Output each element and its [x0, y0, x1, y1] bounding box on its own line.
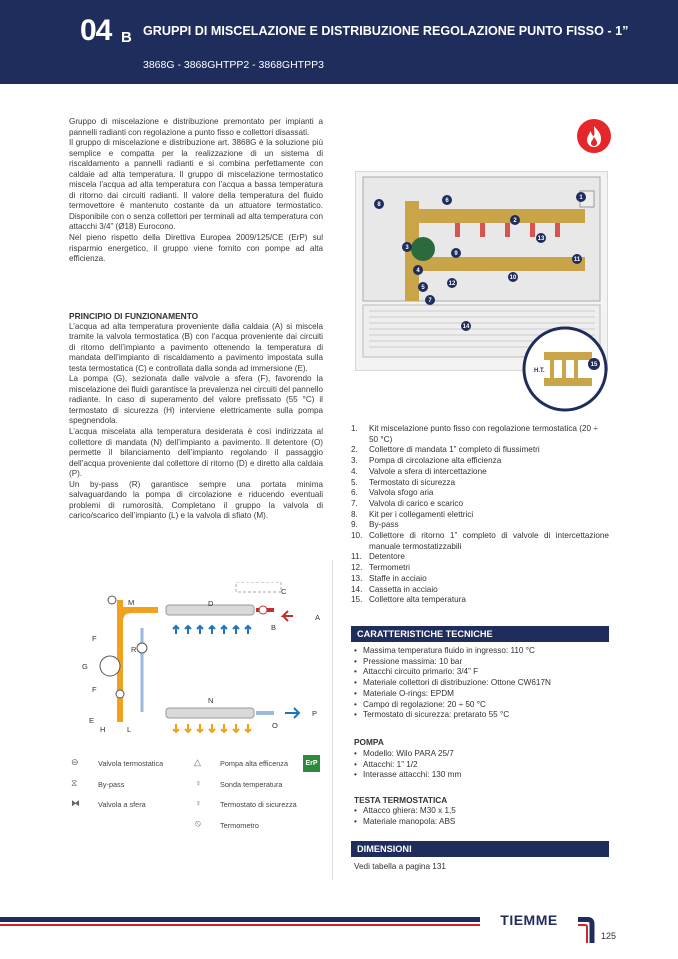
- pump-photo: [411, 237, 435, 261]
- label-n: N: [208, 696, 214, 705]
- principle-paragraph: Un by-pass (R) garantisce sempre una portata minima salvaguardando la pompa di circolazione e riducendo eventuali problemi di rumorosità. Completano il gruppo la valvola di carico/scarico dell’impianto (L) e la valvola di sfiato (M).: [69, 479, 323, 521]
- photo-callout-8: 8: [377, 202, 381, 208]
- principle-paragraph: L’acqua ad alta temperatura proveniente dalla caldaia (A) si miscela tramite la valvola termostatica (B) con l’acqua proveniente dai circuiti di ritorno dell’impianto a pavimento ottenendo la temperatura di mandata dell’impianto di riscaldamento a pavimento impostata sulla testa termostatica (C) e controllata dalla sonda ad immersione (E).: [69, 321, 323, 373]
- dimensions-note: Vedi tabella a pagina 131: [354, 862, 446, 871]
- label-d: D: [208, 599, 214, 608]
- supply-manifold: [415, 209, 585, 223]
- ball-valve-icon: ⧓: [71, 798, 80, 808]
- pump-heading: POMPA: [354, 737, 384, 747]
- label-o: O: [272, 721, 278, 730]
- intro-paragraph: Gruppo di miscelazione e distribuzione premontato per impianti a pannelli radianti con regolazione a punto fisso e collettori disassati.: [69, 117, 323, 137]
- photo-callout-6: 6: [445, 198, 449, 204]
- brand-logo: TIEMME: [480, 911, 578, 927]
- label-r: R: [131, 645, 137, 654]
- label-c: C: [281, 587, 287, 596]
- list-item: • Pressione massima: 10 bar: [354, 657, 551, 668]
- legend-label: Sonda temperatura: [220, 780, 283, 789]
- page-number: 125: [601, 931, 617, 941]
- flame-icon: [577, 119, 611, 153]
- photo-callout-12: 12: [448, 281, 456, 287]
- label-f-top: F: [92, 634, 97, 643]
- thermostatic-head-heading: TESTA TERMOSTATICA: [354, 795, 448, 805]
- section-number: 04: [80, 14, 112, 47]
- dashed-loop: [236, 582, 281, 592]
- legend-label: Valvola termostatica: [98, 759, 164, 768]
- pump-symbol: [100, 656, 120, 676]
- list-item: 8. Kit per i collegamenti elettrici: [351, 509, 474, 519]
- page-title: GRUPPI DI MISCELAZIONE E DISTRIBUZIONE REGOLAZIONE PUNTO FISSO - 1”: [143, 24, 629, 38]
- label-e: E: [89, 716, 95, 725]
- footer-corner: [578, 917, 598, 943]
- list-item: 12. Termometri: [351, 563, 410, 573]
- intro-text: [69, 117, 323, 265]
- bypass-symbol: [137, 643, 147, 653]
- tech-specs-header: CARATTERISTICHE TECNICHE: [351, 626, 609, 642]
- list-item: • Attacchi circuito primario: 3/4” F: [354, 667, 551, 678]
- up-arrows: [173, 626, 251, 634]
- legend-label: By-pass: [98, 780, 125, 789]
- legend-label: Termometro: [220, 821, 259, 830]
- list-item: • Materiale O-rings: EPDM: [354, 689, 551, 700]
- label-h: H: [100, 725, 106, 734]
- photo-callout-13: 13: [537, 236, 545, 242]
- thermometer-icon: ⦸: [195, 818, 201, 828]
- pump-list: [354, 749, 461, 781]
- photo-callout-11: 11: [573, 257, 581, 263]
- list-item: • Attacco ghiera: M30 x 1,5: [354, 806, 456, 817]
- list-item: • Materiale collettori di distribuzione: Ottone CW617N: [354, 678, 551, 689]
- photo-callout-10: 10: [509, 275, 517, 281]
- erp-badge: ErP: [303, 755, 320, 772]
- list-item: 4. Valvole a sfera di intercettazione: [351, 466, 487, 476]
- list-item: • Attacchi: 1” 1/2: [354, 760, 461, 771]
- list-item: 10. Collettore di ritorno 1” completo di valvole di intercettazione manuale termostatizzabili: [351, 531, 609, 551]
- component-list: [351, 424, 609, 606]
- temperature-probe-icon: ♀: [195, 778, 202, 788]
- list-item: 13. Staffe in acciaio: [351, 573, 427, 583]
- list-item: 5. Termostato di sicurezza: [351, 477, 455, 487]
- list-item: 11. Detentore: [351, 552, 405, 562]
- inlet-arrow: [283, 611, 293, 621]
- photo-callout-14: 14: [462, 324, 470, 330]
- principle-heading: PRINCIPIO DI FUNZIONAMENTO: [69, 311, 199, 321]
- principle-text: [69, 311, 323, 522]
- list-item: 7. Valvola di carico e scarico: [351, 498, 464, 508]
- thermostatic-head-list: [354, 806, 456, 827]
- photo-callout-2: 2: [513, 218, 517, 224]
- pump-icon: △: [194, 757, 201, 767]
- page-header: [0, 0, 678, 84]
- high-temperature-icon: [577, 119, 611, 153]
- list-item: 6. Valvola sfogo aria: [351, 488, 434, 498]
- intro-paragraph: Il gruppo di miscelazione e distribuzione art. 3868G è la soluzione più semplice e compatta per la realizzazione di un sistema di riscaldamento a pannelli radianti e si combina perfettamente con caldaie ad alta temperatura. Il gruppo di miscelazione termostatico miscela l’acqua ad alta temperatura con l’acqua a bassa temperatura di ritorno dai circuiti radianti. Il valore della temperatura del fluido termovettore è mantenuto costante da un attuatore termostatico. Disponibile con o senza collettori per terminali ad alta temperatura con attacchi 3/4” (Ø18) Eurocono.: [69, 138, 323, 232]
- label-l: L: [127, 725, 132, 734]
- section-letter: B: [121, 29, 132, 46]
- label-f-bottom: F: [92, 685, 97, 694]
- label-g: G: [82, 662, 88, 671]
- photo-callout-5: 5: [421, 285, 425, 291]
- safety-thermostat-icon: ♀: [195, 798, 202, 808]
- list-item: • Materiale manopola: ABS: [354, 817, 456, 828]
- thermometer-symbol: [116, 690, 124, 698]
- photo-callout-1: 1: [579, 195, 583, 201]
- hydraulic-diagram: [78, 582, 328, 747]
- bypass-icon: ⧖: [71, 778, 78, 788]
- list-item: 9. By-pass: [351, 520, 399, 530]
- list-item: 1. Kit miscelazione punto fisso con regolazione termostatica (20 ÷ 50 °C): [351, 424, 598, 444]
- list-item: • Massima temperatura fluido in ingresso: 110 °C: [354, 646, 551, 657]
- list-item: • Modello: Wilo PARA 25/7: [354, 749, 461, 760]
- list-item: • Campo di regolazione: 20 ÷ 50 °C: [354, 700, 551, 711]
- legend-label: Pompa alta efficenza: [220, 759, 289, 768]
- thermostatic-valve-icon: ⊖: [71, 757, 79, 767]
- list-item: 15. Collettore alta temperatura: [351, 595, 466, 605]
- thermostatic-valve-symbol: [259, 606, 267, 614]
- list-item: • Interasse attacchi: 130 mm: [354, 770, 461, 781]
- zoom-detail: [522, 326, 608, 412]
- air-vent-symbol: [108, 596, 116, 604]
- intro-paragraph: Nel pieno rispetto della Direttiva Europea 2009/125/CE (ErP) sul risparmio energetico, il gruppo viene fornito con pompe ad alta efficienza.: [69, 233, 323, 264]
- ht-label: H.T.: [534, 368, 545, 374]
- product-codes: 3868G - 3868GHTPP2 - 3868GHTPP3: [143, 59, 324, 71]
- dimensions-header: DIMENSIONI: [351, 841, 609, 857]
- column-divider: [332, 560, 333, 880]
- principle-paragraph: La pompa (G), sezionata dalle valvole a sfera (F), favorendo la miscelazione dei fluidi garantisce la prevalenza nei circuiti del pannello radiante. In caso di superamento del valore prefissato (55 °C) il termostato di sicurezza (H) interviene elettricamente sulla pompa spegnendola.: [69, 374, 323, 426]
- photo-callout-3: 3: [405, 245, 409, 251]
- photo-callout-7: 7: [428, 298, 432, 304]
- label-a: A: [315, 613, 321, 622]
- tech-specs-list: [354, 646, 551, 721]
- outlet-arrow: [285, 708, 299, 718]
- photo-callout-4: 4: [416, 268, 420, 274]
- principle-paragraph: L’acqua miscelata alla temperatura desiderata è così indirizzata al collettore di mandata (N) dell’impianto a pavimento. Il detentore (O) permette il bilanciamento dell’impianto regolando il passaggio dell’acqua proveniente dal collettore di ritorno (D) e diretto alla caldaia (P).: [69, 427, 323, 479]
- return-manifold: [415, 257, 585, 271]
- list-item: 3. Pompa di circolazione alta efficienza: [351, 456, 502, 466]
- supply-manifold-n: [166, 708, 254, 718]
- photo-callout-9: 9: [454, 251, 458, 257]
- label-m: M: [128, 598, 135, 607]
- list-item: 2. Collettore di mandata 1” completo di flussimetri: [351, 445, 540, 455]
- label-p: P: [312, 709, 318, 718]
- list-item: 14. Cassetta in acciaio: [351, 584, 438, 594]
- down-arrows: [173, 724, 251, 732]
- label-b: B: [271, 623, 277, 632]
- zoom-callout-15: 15: [590, 362, 598, 368]
- legend-label: Valvola a sfera: [98, 800, 146, 809]
- list-item: • Termostato di sicurezza: pretarato 55 °C: [354, 710, 551, 721]
- legend-label: Termostato di sicurezza: [220, 800, 297, 809]
